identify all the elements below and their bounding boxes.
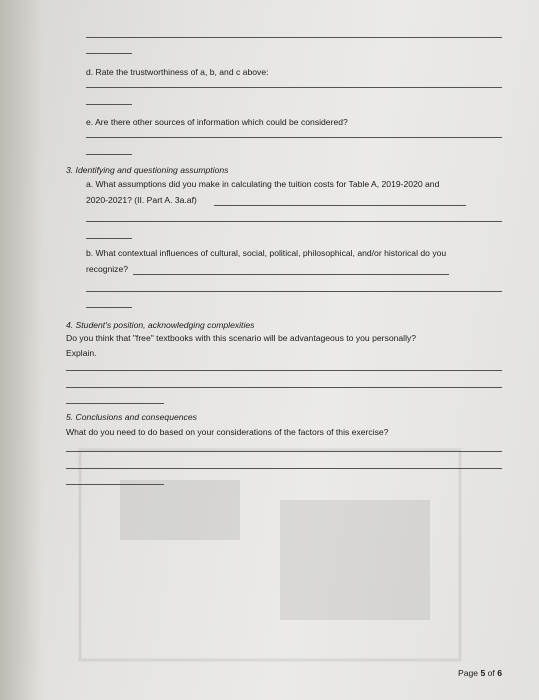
question-5: What do you need to do based on your considerations of the factors of this exercise?	[66, 427, 389, 437]
answer-line[interactable]	[66, 451, 502, 452]
section-5-heading: 5. Conclusions and consequences	[66, 412, 197, 422]
answer-line[interactable]	[86, 37, 502, 38]
answer-line[interactable]	[86, 104, 132, 105]
question-e: e. Are there other sources of information which could be considered?	[86, 117, 348, 127]
answer-line[interactable]	[66, 370, 502, 371]
answer-line[interactable]	[214, 205, 466, 206]
question-4: Do you think that "free" textbooks with this scenario will be advantageous to you personally?	[66, 333, 417, 343]
answer-line[interactable]	[86, 221, 502, 222]
question-3a-cont: 2020-2021? (II. Part A. 3a.af)	[86, 195, 197, 205]
question-4-cont: Explain.	[66, 348, 97, 358]
section-3-heading: 3. Identifying and questioning assumptions	[66, 165, 229, 175]
answer-line[interactable]	[86, 154, 132, 155]
answer-line[interactable]	[86, 238, 132, 239]
question-3b-cont: recognize?	[86, 264, 129, 274]
section-4-heading: 4. Student's position, acknowledging complexities	[66, 320, 255, 330]
answer-line[interactable]	[86, 53, 132, 54]
answer-line[interactable]	[86, 87, 502, 88]
current-page: 5	[480, 668, 486, 678]
answer-line[interactable]	[86, 307, 132, 308]
bleed-through-graphic	[60, 440, 480, 680]
answer-line[interactable]	[66, 387, 502, 388]
page-label: Page	[458, 668, 481, 678]
total-pages: 6	[497, 668, 502, 678]
answer-line[interactable]	[86, 291, 502, 292]
answer-line[interactable]	[133, 274, 449, 275]
page-separator: of	[485, 668, 498, 678]
question-3a: a. What assumptions did you make in calculating the tuition costs for Table A, 2019-2020 and	[86, 179, 440, 189]
question-d: d. Rate the trustworthiness of a, b, and c above:	[86, 67, 269, 77]
answer-line[interactable]	[66, 468, 502, 469]
page-number	[458, 668, 502, 678]
question-3b: b. What contextual influences of cultural, social, political, philosophical, and/or historical do you	[86, 248, 447, 258]
page-shadow	[0, 0, 42, 700]
answer-line[interactable]	[66, 484, 164, 485]
answer-line[interactable]	[86, 137, 502, 138]
answer-line[interactable]	[66, 403, 164, 404]
